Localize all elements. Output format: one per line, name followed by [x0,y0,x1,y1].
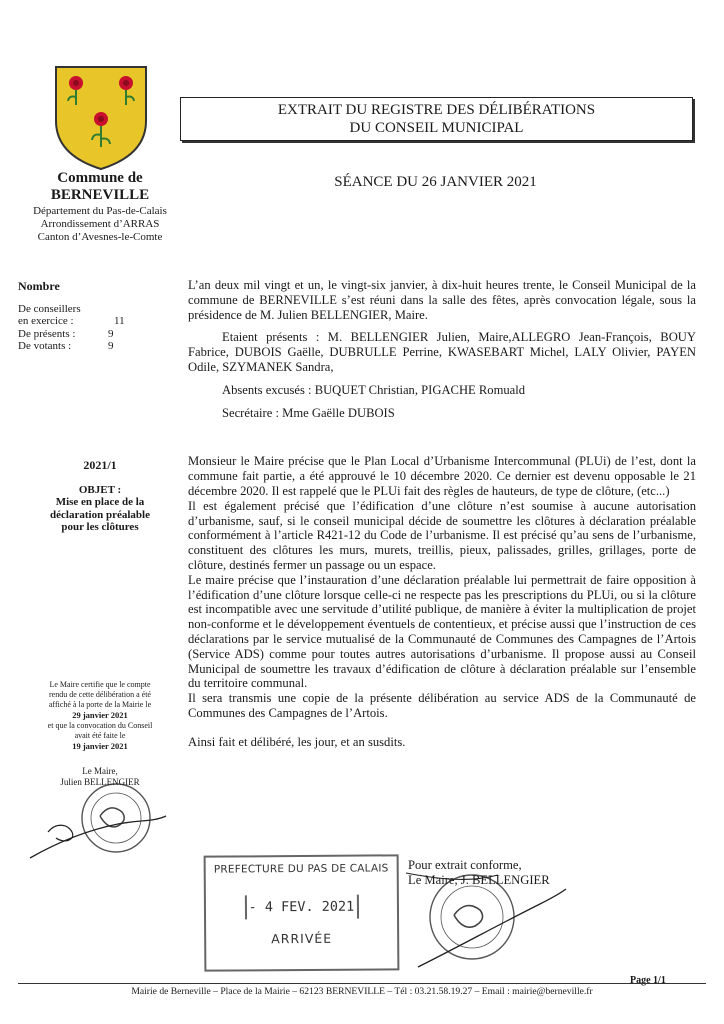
certif-line: Le Maire certifie que le compte [49,680,151,689]
session-date: SÉANCE DU 26 JANVIER 2021 [334,174,537,190]
presents-label: De présents : [18,327,76,340]
body-paragraph: Il est également précisé que l’édification d’une clôture n’est soumise à aucune autorisation d’urbanisme, sauf, si le conseil municipal décide de soumettre les clôtures à déclaration préalable conformément à l’article R421-12 du Code de l’urbanisme. Il est précisé qu’au sens de l’urbanisme, constituent des clôtures les murs, murets, treillis, pieux, palissades, grilles, grillages, porte de clôture, destinés fermer un passage ou un espace. [188,498,696,572]
member-count-title: Nombre [18,279,60,293]
arrondissement: Arrondissement d’ARRAS [40,218,160,230]
departement: Département du Pas-de-Calais [33,205,167,217]
votants-value: 9 [108,340,114,352]
prefecture-stamp [204,854,400,971]
commune-subtitle [18,205,182,244]
conseillers-value: 11 [114,315,125,327]
certif-line: affiché à la porte de la Mairie le [48,700,152,709]
mayor-label: Le Maire, [82,766,118,776]
attendees-paragraph: Etaient présents : M. BELLENGIER Julien, Maire,ALLEGRO Jean-François, BOUY Fabrice, DUBOIS Gaëlle, DUBRULLE Perrine, KWASEBART Michel, LALY Olivier, PAYEN Odile, SZYMANEK Sandra, [188,330,696,374]
certified-copy-signature [408,858,588,888]
deliberation-number: 2021/1 [83,458,117,472]
commune-label: Commune de [57,170,143,186]
certif-line: rendu de cette délibération a été [49,690,151,699]
commune-title: BERNEVILLE [50,187,150,203]
objet-line: pour les clôtures [61,521,139,533]
certif-line: et que la convocation du Conseil [47,721,153,730]
objet-text [18,496,182,534]
header-title-line: DU CONSEIL MUNICIPAL [349,120,524,136]
stamp-arrivee: ARRIVÉE [271,930,333,947]
body-paragraph: Le maire précise que l’instauration d’une déclaration préalable lui permettrait de faire opposition à l’édification d’une clôture lorsque celle-ci ne respecte pas les prescriptions du PLUi, ou si la clôture est incompatible avec une servitude d’utilité publique, de manière à éviter la multiplication de projet non-conforme et le développement éventuels de contentieux, et précise aussi que l’instruction de ces déclarations par le service mutualisé de la Communauté de Communes des Campagnes de l’Artois (Service ADS) comme pour toutes autres autorisations d’urbanisme. Il propose aussi au Conseil Municipal de soumettre les travaux d’édification de clôture à déclaration préalable sur l’ensemble du territoire communal. [188,572,696,691]
objet-label: OBJET : [78,484,122,496]
commune-name [18,170,182,204]
conforme-mayor: Le Maire, J. BELLENGIER [408,873,550,887]
presents-row [18,328,182,341]
intro-paragraph: L’an deux mil vingt et un, le vingt-six janvier, à dix-huit heures trente, le Conseil Municipal de la commune de BERNEVILLE s’est réuni dans la salle des fêtes, après convocation légale, sous la présidence de M. Julien BELLENGIER, Maire. [188,278,696,322]
objet-line: déclaration préalable [50,508,150,521]
register-header [180,97,693,141]
header-title-line: EXTRAIT DU REGISTRE DES DÉLIBÉRATIONS [277,102,596,118]
closing-paragraph: Ainsi fait et délibéré, les jour, et an susdits. [188,734,406,749]
conseillers-label: De conseillers [18,302,81,315]
coat-of-arms-icon [52,63,150,173]
commune-block [18,170,182,244]
body-paragraph: Monsieur le Maire précise que le Plan Local d’Urbanisme Intercommunal (PLUi) de l’est, dont la commune fait partie, a été approuvé le 10 décembre 2020. Ce dernier est devenu opposable le 21 décembre 2020. Il est rappelé que le PLUi fait des règles de hauteurs, de type de clôture, (etc...) [188,454,696,498]
footer-divider [18,983,706,984]
certif-date: 19 janvier 2021 [72,741,128,751]
stamp-header: PREFECTURE DU PAS DE CALAIS [213,862,389,876]
certif-date: 29 janvier 2021 [72,710,128,720]
objet-line: Mise en place de la [55,496,145,508]
conseillers-label-2: en exercice : [18,315,74,327]
deliberation-block [18,458,182,534]
mayor-name: Julien BELLENGIER [60,777,140,787]
votants-row [18,340,182,353]
presents-value: 9 [108,327,114,340]
absents-paragraph: Absents excusés : BUQUET Christian, PIGACHE Romuald [222,382,526,397]
deliberation-body [188,278,696,750]
mayor-left-signature [40,766,160,788]
footer-address: Mairie de Berneville – Place de la Mairie – 62123 BERNEVILLE – Tél : 03.21.58.19.27 – Email : mairie@berneville.fr [131,986,593,997]
conforme-label: Pour extrait conforme, [408,858,522,872]
stamp-date: - 4 FEV. 2021 [244,895,358,920]
member-count-block [18,280,182,353]
conseillers-row [18,315,182,328]
votants-label: De votants : [18,340,72,352]
body-paragraph: Il sera transmis une copie de la présente délibération au service ADS de la Communauté de Communes des Campagnes de l’Artois. [188,691,696,720]
page-number: Page 1/1 [630,975,666,986]
secretary-paragraph: Secrétaire : Mme Gaëlle DUBOIS [222,405,395,420]
certif-line: avait été faite le [74,731,126,740]
certification-block [18,680,182,752]
canton: Canton d’Avesnes-le-Comte [37,231,163,243]
